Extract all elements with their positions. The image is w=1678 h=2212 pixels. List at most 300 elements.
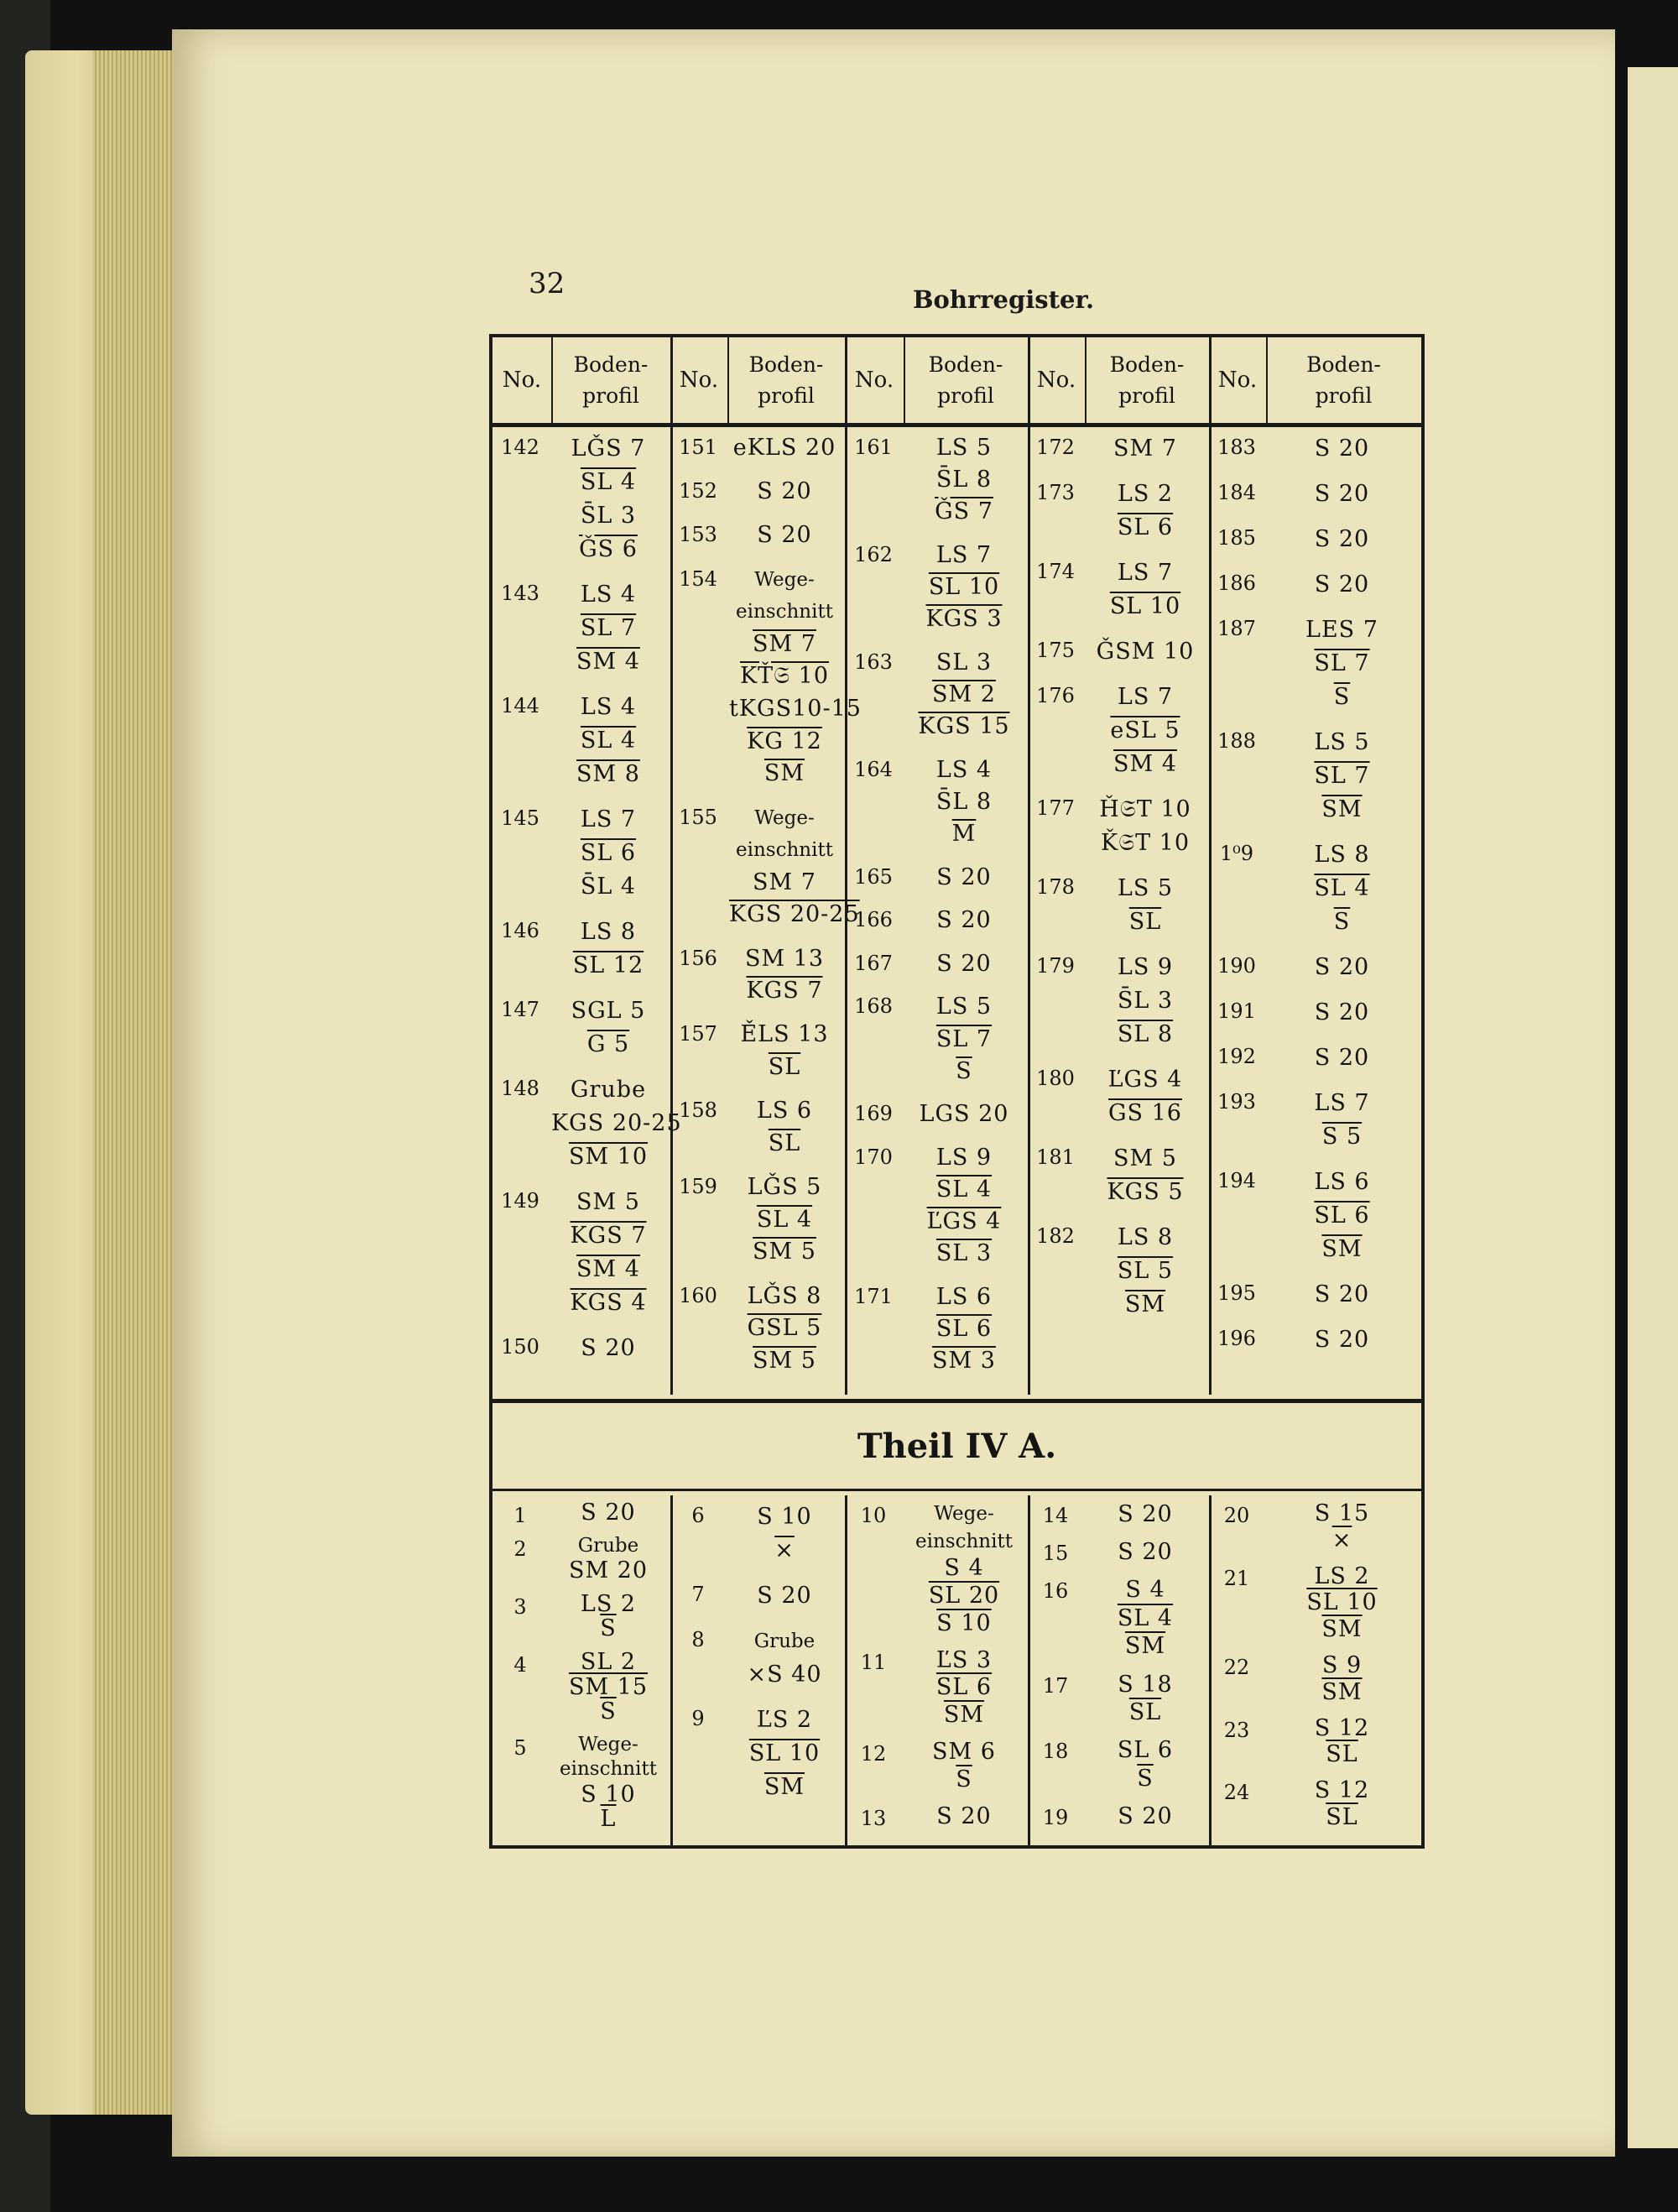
profile-line: SL 8 xyxy=(1117,1021,1174,1047)
profile-line: KGS 3 xyxy=(925,606,1003,633)
profile-line: KGS 20-25 xyxy=(729,901,860,928)
register-column xyxy=(845,1495,1028,1848)
profile-line: KGS 5 xyxy=(1107,1179,1184,1205)
profile-line: $\overline{SL}$ xyxy=(1128,1698,1162,1725)
bohrung-number: 4 xyxy=(513,1653,527,1677)
bodenprofil xyxy=(1087,1671,1204,1727)
bohrung-number: 176 xyxy=(1036,684,1075,707)
register-column xyxy=(670,1495,845,1848)
bodenprofil xyxy=(905,1647,1023,1729)
bodenprofil xyxy=(729,1703,840,1804)
bohrung-number: 168 xyxy=(854,994,893,1019)
profile-line: $\overline{SM}$ xyxy=(1321,1616,1363,1643)
profile-line: Ǩ𝔖T 10 xyxy=(1100,830,1191,856)
profile-line: $\overline{S}$ xyxy=(956,1766,972,1792)
bohrung-number: 179 xyxy=(1036,954,1075,978)
profile-line: ĽS 2 xyxy=(756,1707,813,1733)
profile-line: SM 5 xyxy=(576,1189,640,1215)
profile-line: LS 9 xyxy=(1117,954,1174,980)
profile-line: Ȟ𝔖T 10 xyxy=(1099,796,1191,822)
bohrung-number: 186 xyxy=(1217,571,1256,595)
profile-line: LS 8 xyxy=(580,919,637,945)
bohrung-number: 164 xyxy=(854,757,893,781)
profile-line: S 20 xyxy=(1314,954,1370,980)
profile-line: S 20 xyxy=(1314,1045,1370,1071)
profile-line: S 18 xyxy=(1118,1671,1173,1698)
bohrung-number: 23 xyxy=(1223,1718,1250,1742)
bohrung-number: 147 xyxy=(501,998,539,1021)
profile-line: LS 2 xyxy=(580,1590,637,1617)
bodenprofil xyxy=(1268,726,1416,827)
profile-line: SL 4 xyxy=(1314,875,1370,901)
profile-line: $\overline{SM}$ xyxy=(1321,1236,1363,1262)
profile-line: SL 3 xyxy=(935,1240,993,1267)
profile-line: S 20 xyxy=(1314,436,1370,462)
profile-line: SM 7 xyxy=(753,869,816,895)
header-bodenprofil: Boden- profil xyxy=(1109,352,1185,408)
bodenprofil xyxy=(1268,1278,1416,1312)
bohrung-number: 196 xyxy=(1217,1327,1256,1350)
bodenprofil xyxy=(729,1171,840,1269)
profile-line: S 15 xyxy=(1314,1500,1370,1526)
bohrung-number: 22 xyxy=(1223,1656,1250,1680)
bohrung-number: 12 xyxy=(860,1742,887,1766)
bohrung-number: 156 xyxy=(679,946,717,970)
header-bodenprofil: Boden- profil xyxy=(928,352,1003,408)
profile-line: S 20 xyxy=(1314,526,1370,552)
profile-line: S 20 xyxy=(936,907,992,934)
profile-line: SM 20 xyxy=(568,1557,649,1584)
bodenprofil xyxy=(905,862,1023,894)
profile-line: SGL 5 xyxy=(571,998,646,1024)
profile-line: SL 4 xyxy=(935,1176,993,1203)
profile-line: $\overline{SL}$ xyxy=(1128,909,1162,935)
bohrung-number: 11 xyxy=(860,1650,887,1674)
bodenprofil xyxy=(729,1095,840,1160)
profile-line: LS 6 xyxy=(1314,1169,1370,1195)
bodenprofil xyxy=(1268,1041,1416,1075)
profile-line: Grube xyxy=(577,1534,639,1557)
bohrung-number: 143 xyxy=(501,582,539,605)
column-rule-thin xyxy=(727,337,729,423)
profile-line: S̄L 8 xyxy=(935,467,993,493)
profile-line: SM 3 xyxy=(932,1348,996,1375)
profile-line: SL 4 xyxy=(580,728,637,754)
bohrung-number: 17 xyxy=(1042,1673,1069,1698)
profile-line: ĽGS 4 xyxy=(1107,1067,1183,1093)
bodenprofil xyxy=(551,1592,665,1641)
profile-line: LS 4 xyxy=(580,582,637,608)
bohrung-number: 190 xyxy=(1217,954,1256,978)
bodenprofil xyxy=(551,1650,665,1724)
bodenprofil xyxy=(1087,793,1204,860)
bohrung-number: 195 xyxy=(1217,1281,1256,1305)
bohrung-number: 19 xyxy=(1042,1805,1069,1829)
bohrung-number: 161 xyxy=(854,436,893,459)
profile-line: LS 5 xyxy=(935,994,993,1020)
profile-line: einschnitt xyxy=(736,839,833,862)
bodenprofil xyxy=(1087,635,1204,669)
profile-line: SM 5 xyxy=(753,1239,816,1265)
bohrung-number: 148 xyxy=(501,1077,539,1100)
bodenprofil xyxy=(551,803,665,904)
profile-line: LS 8 xyxy=(1117,1224,1174,1250)
bodenprofil xyxy=(1268,523,1416,556)
profile-line: LS 4 xyxy=(580,694,637,720)
register-column xyxy=(845,427,1028,1395)
bohrung-number: 6 xyxy=(691,1504,705,1527)
bohrung-number: 2 xyxy=(513,1536,527,1561)
profile-line: SL 7 xyxy=(1314,650,1370,676)
bohrung-number: 142 xyxy=(501,436,539,459)
profile-line: SL 3 xyxy=(935,649,993,676)
profile-line: $\overline{SL}$ xyxy=(768,1054,801,1081)
bohrung-number: 163 xyxy=(854,650,893,674)
bodenprofil xyxy=(1087,1142,1204,1209)
bodenprofil xyxy=(551,1534,665,1583)
profile-line: SM 2 xyxy=(932,681,996,708)
bohrung-number: 155 xyxy=(679,805,717,829)
lower-register-grid xyxy=(492,1495,1421,1848)
bohrung-number: 187 xyxy=(1217,617,1256,640)
bodenprofil xyxy=(1087,432,1204,466)
bodenprofil xyxy=(905,754,1023,851)
profile-line: LS 8 xyxy=(1314,842,1370,868)
bohrung-number: 24 xyxy=(1223,1781,1250,1805)
profile-line: S 20 xyxy=(936,863,992,890)
profile-line: SM 5 xyxy=(753,1347,816,1374)
profile-line: SL 12 xyxy=(572,952,644,978)
bodenprofil xyxy=(1087,1802,1204,1830)
register-column xyxy=(1028,1495,1209,1848)
bodenprofil xyxy=(905,991,1023,1088)
bohrung-number: 169 xyxy=(854,1102,893,1126)
bodenprofil xyxy=(551,1733,665,1832)
profile-line: S 9 xyxy=(1321,1652,1363,1679)
profile-line: S 10 xyxy=(936,1609,992,1636)
bohrung-number: 184 xyxy=(1217,481,1256,504)
profile-line: ĚLS 13 xyxy=(740,1021,829,1048)
bohrung-number: 21 xyxy=(1223,1566,1250,1590)
bodenprofil xyxy=(551,1332,665,1365)
bodenprofil xyxy=(1087,872,1204,939)
bohrung-number: 193 xyxy=(1217,1090,1256,1114)
bodenprofil xyxy=(1268,951,1416,984)
profile-line: SL 20 xyxy=(928,1582,1000,1609)
bohrung-number: 175 xyxy=(1036,639,1075,662)
profile-line: tKGS10-15 xyxy=(729,696,862,723)
profile-line: S̄L 8 xyxy=(935,789,993,815)
header-bodenprofil: Boden- profil xyxy=(573,352,649,408)
profile-line: LS 7 xyxy=(1117,684,1174,710)
bodenprofil xyxy=(551,1073,682,1174)
register-column xyxy=(492,1495,670,1848)
profile-line: S 20 xyxy=(757,1583,812,1609)
bodenprofil xyxy=(905,647,1023,743)
bohrung-number: 171 xyxy=(854,1285,893,1309)
bohrregister-table xyxy=(489,334,1425,1849)
profile-line: LS 5 xyxy=(935,435,993,461)
profile-line: $\overline{SL}$ xyxy=(768,1129,801,1156)
bohrung-number: 165 xyxy=(854,864,893,889)
profile-line: SL 6 xyxy=(1117,1737,1174,1764)
bohrung-number: 166 xyxy=(854,908,893,932)
profile-line: S 20 xyxy=(1314,1281,1370,1307)
profile-line: SL 5 xyxy=(1117,1258,1174,1284)
profile-line: LS 6 xyxy=(935,1284,993,1311)
profile-line: SL 4 xyxy=(1117,1604,1174,1631)
profile-line: $\overline{SL}$ xyxy=(1326,1741,1358,1768)
table-header xyxy=(492,337,1421,427)
bohrung-number: 13 xyxy=(860,1806,887,1830)
profile-line: SL 10 xyxy=(928,574,1000,601)
profile-line: LES 7 xyxy=(1305,617,1378,643)
bodenprofil xyxy=(1268,1777,1416,1831)
bohrung-number: 5 xyxy=(513,1735,527,1760)
bodenprofil xyxy=(1087,477,1204,545)
profile-line: ǦS 6 xyxy=(579,536,638,562)
register-column xyxy=(1209,427,1421,1395)
profile-line: GS 16 xyxy=(1107,1100,1182,1126)
bodenprofil xyxy=(1087,1538,1204,1566)
profile-line: SM 4 xyxy=(1113,751,1177,777)
profile-line: S 20 xyxy=(581,1500,636,1526)
profile-line: LS 9 xyxy=(935,1144,993,1171)
bodenprofil xyxy=(551,1500,665,1525)
bodenprofil xyxy=(1087,556,1204,623)
profile-line: S̄L 3 xyxy=(580,503,637,529)
bodenprofil xyxy=(729,1019,840,1083)
profile-line: S 20 xyxy=(1314,571,1370,597)
profile-line: SL 2 xyxy=(580,1649,637,1676)
bodenprofil xyxy=(1268,568,1416,602)
profile-line: LS 6 xyxy=(756,1098,813,1124)
running-head: Bohrregister. xyxy=(913,285,1095,314)
bodenprofil xyxy=(1268,838,1416,939)
header-no: No. xyxy=(679,367,719,393)
profile-line: × xyxy=(774,1537,795,1563)
bohrung-number: 154 xyxy=(679,566,717,591)
profile-line: ĽS 3 xyxy=(935,1646,993,1673)
bodenprofil xyxy=(729,802,860,932)
profile-line: S 10 xyxy=(581,1781,636,1808)
profile-line: $\overline{S}$ xyxy=(600,1698,617,1725)
profile-line: LS 2 xyxy=(1314,1562,1370,1589)
register-column xyxy=(492,427,682,1395)
bodenprofil xyxy=(905,1500,1023,1637)
bohrung-number: 185 xyxy=(1217,526,1256,550)
bodenprofil xyxy=(551,432,665,566)
bohrung-number: 178 xyxy=(1036,875,1075,899)
bodenprofil xyxy=(1087,1063,1204,1130)
register-column xyxy=(1209,1495,1421,1848)
bohrung-number: 152 xyxy=(679,479,717,503)
bodenprofil xyxy=(729,432,840,465)
bohrung-number: 16 xyxy=(1042,1579,1069,1604)
profile-line: SL 6 xyxy=(580,840,637,866)
profile-line: einschnitt xyxy=(560,1758,657,1781)
bodenprofil xyxy=(1087,1500,1204,1528)
profile-line: KGS 15 xyxy=(918,713,1010,740)
bodenprofil xyxy=(551,994,665,1062)
profile-line: $\overline{S}$ xyxy=(1137,1765,1154,1792)
bohrung-number: 180 xyxy=(1036,1067,1075,1090)
profile-line: LS 7 xyxy=(935,541,993,568)
profile-line: $\overline{S}$ xyxy=(956,1057,972,1084)
bohrung-number: 3 xyxy=(513,1594,527,1619)
profile-line: SL 6 xyxy=(935,1316,993,1343)
profile-line: $\overline{S}$ xyxy=(1333,909,1351,935)
bohrung-number: 188 xyxy=(1217,729,1256,753)
header-no: No. xyxy=(854,367,894,393)
profile-line: S 20 xyxy=(1314,481,1370,507)
profile-line: S 4 xyxy=(944,1555,984,1582)
profile-line: SL 4 xyxy=(756,1206,813,1233)
profile-line: S 20 xyxy=(936,1802,992,1829)
bodenprofil xyxy=(1268,1500,1416,1554)
profile-line: SM 4 xyxy=(576,649,640,675)
profile-line: × xyxy=(1331,1526,1352,1553)
bohrung-number: 150 xyxy=(501,1335,539,1359)
profile-line: LS 2 xyxy=(1117,481,1174,507)
register-column xyxy=(670,427,862,1395)
profile-line: SL 10 xyxy=(1306,1589,1378,1616)
bodenprofil xyxy=(1087,951,1204,1051)
bodenprofil xyxy=(551,691,665,791)
bodenprofil xyxy=(1087,1576,1204,1660)
profile-line: LGS 20 xyxy=(919,1101,1009,1128)
profile-line: $\overline{SM}$ xyxy=(943,1702,985,1729)
bohrung-number: 183 xyxy=(1217,436,1256,459)
bohrung-number: 167 xyxy=(854,951,893,975)
bohrung-number: 18 xyxy=(1042,1740,1069,1764)
profile-line: $\overline{SM}$ xyxy=(1321,1678,1363,1705)
profile-line: $\overline{SL}$ xyxy=(1326,1804,1358,1831)
profile-line: SL 6 xyxy=(935,1674,993,1701)
bohrung-number: 182 xyxy=(1036,1224,1075,1248)
profile-line: S 20 xyxy=(757,522,812,549)
column-rule-thin xyxy=(904,337,905,423)
profile-line: SM 6 xyxy=(932,1739,996,1766)
profile-line: LS 7 xyxy=(1314,1090,1370,1116)
profile-line: LS 5 xyxy=(1117,875,1174,901)
bohrung-number: 162 xyxy=(854,542,893,566)
bodenprofil xyxy=(551,578,665,679)
profile-line: S 20 xyxy=(1118,1501,1173,1527)
profile-line: SM 10 xyxy=(568,1144,649,1170)
profile-line: SL 10 xyxy=(748,1740,821,1766)
profile-line: LS 5 xyxy=(1314,729,1370,755)
bohrung-number: 174 xyxy=(1036,560,1075,583)
bodenprofil xyxy=(729,943,840,1008)
profile-line: ǦSM 10 xyxy=(1096,639,1195,665)
profile-line: KGS 4 xyxy=(570,1290,647,1316)
profile-line: S 20 xyxy=(581,1335,636,1361)
header-no: No. xyxy=(1036,367,1076,393)
profile-line: $\overline{M}$ xyxy=(951,821,977,848)
profile-line: einschnitt xyxy=(915,1530,1013,1552)
bohrung-number: 151 xyxy=(679,436,717,459)
bodenprofil xyxy=(729,1500,840,1568)
profile-line: SL 4 xyxy=(580,469,637,495)
page-number: 32 xyxy=(529,267,565,300)
bodenprofil xyxy=(1268,1087,1416,1154)
bodenprofil xyxy=(1268,1166,1416,1266)
bodenprofil xyxy=(729,1579,840,1613)
bohrung-number: 1⁰9 xyxy=(1219,842,1254,865)
profile-line: SM 7 xyxy=(753,630,816,657)
profile-line: $\overline{S}$ xyxy=(600,1615,617,1642)
bodenprofil xyxy=(729,476,840,509)
profile-line: $\overline{SM}$ xyxy=(763,760,805,787)
profile-line: $\overline{SM}$ xyxy=(1124,1633,1166,1660)
bohrung-number: 1 xyxy=(513,1504,527,1527)
profile-line: LS 7 xyxy=(580,806,637,832)
bohrung-number: 144 xyxy=(501,694,539,717)
profile-line: S 20 xyxy=(757,478,812,505)
bohrung-number: 177 xyxy=(1036,796,1075,820)
bodenprofil xyxy=(1268,996,1416,1030)
profile-line: KGS 7 xyxy=(570,1223,647,1249)
bohrung-number: 157 xyxy=(679,1022,717,1046)
profile-line: eKLS 20 xyxy=(732,435,836,461)
bodenprofil xyxy=(729,1281,840,1378)
bodenprofil xyxy=(729,1625,840,1692)
bohrung-number: 191 xyxy=(1217,999,1256,1023)
bodenprofil xyxy=(1268,1563,1416,1643)
bohrung-number: 146 xyxy=(501,919,539,942)
header-no: No. xyxy=(1217,367,1258,393)
bohrung-number: 159 xyxy=(679,1175,717,1199)
profile-line: S 12 xyxy=(1314,1714,1370,1741)
bohrung-number: 192 xyxy=(1217,1045,1256,1068)
bohrung-number: 15 xyxy=(1042,1542,1069,1566)
profile-line: Wege- xyxy=(934,1503,994,1525)
bodenprofil xyxy=(729,519,840,552)
bodenprofil xyxy=(1087,1736,1204,1792)
bodenprofil xyxy=(1087,1221,1204,1322)
bohrung-number: 8 xyxy=(691,1628,705,1651)
column-rule-thin xyxy=(551,337,553,423)
bohrung-number: 145 xyxy=(501,806,539,830)
bohrung-number: 172 xyxy=(1036,436,1075,459)
profile-line: S̄L 4 xyxy=(580,874,637,900)
bohrung-number: 181 xyxy=(1036,1145,1075,1169)
profile-line: SL 7 xyxy=(580,615,637,641)
profile-line: LǦS 8 xyxy=(747,1282,822,1309)
profile-line: G 5 xyxy=(586,1031,630,1057)
profile-line: LǦS 7 xyxy=(571,436,646,462)
profile-line: Wege- xyxy=(578,1733,638,1756)
profile-line: eSL 5 xyxy=(1110,717,1180,743)
profile-line: Grube xyxy=(570,1077,647,1103)
bodenprofil xyxy=(1087,681,1204,781)
profile-line: $\overline{SM}$ xyxy=(1124,1291,1166,1317)
profile-line: S 20 xyxy=(936,950,992,977)
profile-line: SM 7 xyxy=(1113,436,1177,462)
profile-line: $\overline{L}$ xyxy=(600,1806,617,1833)
profile-line: SL 7 xyxy=(1314,763,1370,789)
bohrung-number: 173 xyxy=(1036,481,1075,504)
profile-line: LS 7 xyxy=(1117,560,1174,586)
bohrung-number: 160 xyxy=(679,1283,717,1307)
profile-line: LǦS 5 xyxy=(747,1174,822,1201)
header-bodenprofil: Boden- profil xyxy=(1306,352,1381,408)
bodenprofil xyxy=(905,948,1023,980)
next-page-edge xyxy=(1628,67,1678,2148)
profile-line: S 4 xyxy=(1125,1577,1165,1604)
profile-line: $\overline{S}$ xyxy=(1333,684,1351,710)
